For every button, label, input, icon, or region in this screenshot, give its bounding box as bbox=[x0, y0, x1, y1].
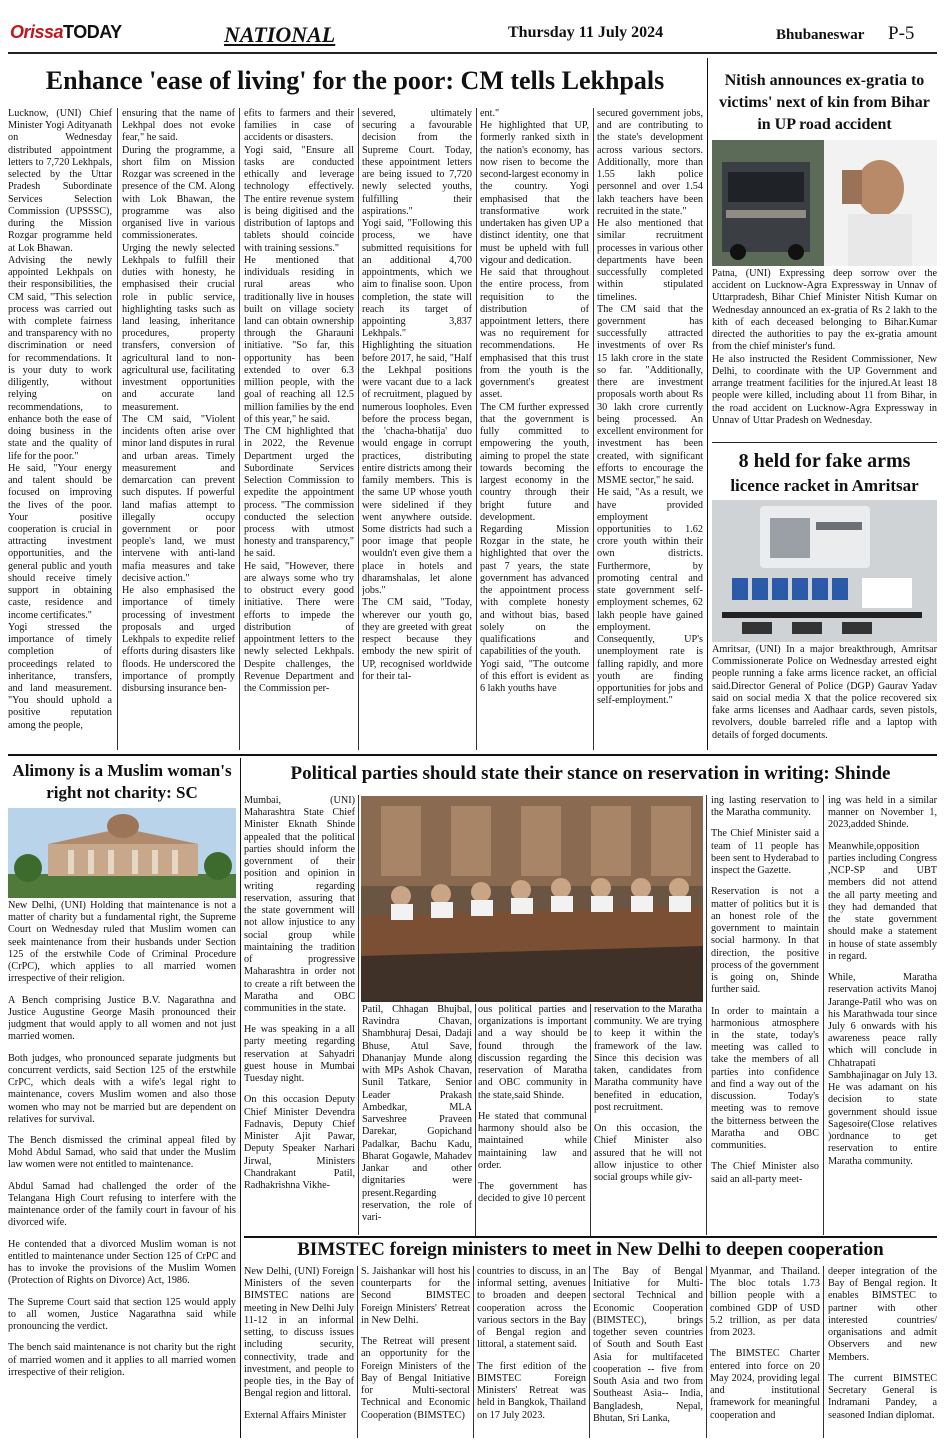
lead-column-6 bbox=[597, 108, 703, 750]
bimstec-headline: BIMSTEC foreign ministers to meet in New Delhi to deepen cooperation bbox=[297, 1239, 884, 1260]
nitish-headline: Nitish announces ex-gratia to victims' next of kin from Bihar in UP road accident bbox=[719, 72, 930, 133]
page-number: P-5 bbox=[888, 23, 915, 44]
paragraph: He mentioned that individuals residing in rural areas who traditionally live in houses built on village society land can obtain ownership through the Gharauni initiative. "So far, this opportunity has been extended to over 6.3 million people, with the goal of reaching all 12.5 million families by the end of this year," he said. bbox=[244, 254, 354, 425]
supreme-court-photo bbox=[8, 808, 236, 898]
paragraph: The bench said maintenance is not charity but the right of married women and it applies to all married women irrespective of their religion. bbox=[8, 1342, 236, 1378]
paragraph: He said, "As a result, we have provided employment opportunities to 1.62 crore youth within their own districts. Furthermore, by promoting central and state government self-employment schemes, 62 lakh people have gained employment. Consequently, UP's unemployment rate is falling rapidly, and more youth are finding opportunities for jobs and self-employment." bbox=[597, 487, 703, 707]
lead-column-2 bbox=[122, 108, 235, 750]
paragraph: ent." bbox=[480, 108, 500, 119]
paragraph: The BIMSTEC Charter entered into force on 20 May 2024, providing legal and institutional framework for meaningful cooperation and bbox=[710, 1348, 820, 1421]
paragraph: Yogi stressed the importance of timely completion of proceedings related to inheritance, transfers, and land measurement. "You should uphold a positive reputation among the people, bbox=[8, 621, 112, 731]
shinde-column-a bbox=[244, 795, 355, 1235]
lead-column-3 bbox=[244, 108, 354, 750]
paragraph: The current BIMSTEC Secretary General is Indramani Pandey, a seasoned Indian diplomat. bbox=[828, 1372, 937, 1421]
column-rule bbox=[706, 1266, 707, 1438]
paragraph: He also mentioned that similar recruitment processes in various other departments have been successfully completed within stipulated timelines. bbox=[597, 218, 703, 303]
lead-column-1 bbox=[8, 108, 112, 750]
bus-accident-icon bbox=[712, 140, 937, 266]
lead-column-4 bbox=[362, 108, 472, 750]
lead-column-5 bbox=[480, 108, 589, 750]
paragraph: The Bench dismissed the criminal appeal filed by Mohd Abdul Samad, who said that under the Muslim law women were not entitled to maintenance. bbox=[8, 1134, 236, 1171]
paragraph: The CM said that the government has successfully attracted investments of over Rs 15 lakh crore in the state so far. "Additionally, there are investment proposals worth about Rs 30 lakh crore currently being processed. An excellent environment for investment has been created, with significant efforts to encourage the MSME sector," he said. bbox=[597, 303, 703, 487]
paragraph: The first edition of the BIMSTEC Foreign Ministers' Retreat was held in Bangkok, Thailand on 17 July 2023. bbox=[477, 1360, 586, 1421]
shinde-column-f bbox=[828, 795, 937, 1235]
bimstec-column-3 bbox=[477, 1266, 586, 1438]
paragraph: In order to maintain a harmonious atmosphere in the state, today's meeting was called to take the members of all parties into confidence and find a way out of the discussion. Today's meeting was to remove the bitterness between the Maratha and OBC communities. bbox=[711, 1005, 819, 1152]
logo-today: TODAY bbox=[63, 22, 122, 42]
paragraph: The Bay of Bengal Initiative for Multi-sectoral Technical and Economic Cooperation (BIMSTEC), brings together seven countries of South and South East Asia for multifaceted cooperation -- five from South Asia and two from Southeast Asia-- India, Bangladesh, Nepal, Bhutan, Sri Lanka, bbox=[593, 1266, 703, 1424]
column-rule bbox=[357, 1266, 358, 1438]
paragraph: reservation to the Maratha community. We are trying to keep it within the framework of the law. Since this decision was taken, candidates from Maratha community have benefited in education, post recruitment. bbox=[594, 1004, 702, 1113]
bimstec-column-4 bbox=[593, 1266, 703, 1438]
paragraph: ing lasting reservation to the Maratha community. bbox=[711, 795, 819, 819]
paragraph: Patil, Chhagan Bhujbal, Ravindra Chavan, Shambhuraj Desai, Dadaji Bhuse, Atul Save, Dhananjay Munde along with MPs Ashok Chavan, Sunil Tatkare, Senior Leader Prakash Ambedkar, MLA Sarveshree Praveen Darekar, Gopichand Padalkar, Bachu Kadu, Bharat Gogawle, Mahadev Jankar and other dignitaries were present.Regarding reservation, the role of vari- bbox=[362, 1004, 472, 1223]
nitish-story-text bbox=[712, 268, 937, 440]
column-rule bbox=[473, 1266, 474, 1438]
paragraph: He said that throughout the entire process, from requisition to the distribution of appointment letters, there was no requirement for recommendations. He emphasised that this trust from the youth is the government's greatest asset. bbox=[480, 267, 589, 401]
paragraph: He highlighted that UP, formerly ranked sixth in the nation's economy, has now risen to become the second-largest economy in the country. Yogi emphasised that the transformative work undertaken has given UP a distinct identity, one that must be upheld with full vigour and dedication. bbox=[480, 120, 589, 266]
paragraph: He was speaking in a all party meeting regarding reservation at Sahyadri guest house in Mumbai Tuesday night. bbox=[244, 1024, 355, 1085]
supreme-court-building-icon bbox=[8, 808, 236, 898]
column-rule bbox=[117, 108, 118, 750]
section-rule bbox=[8, 754, 937, 756]
paragraph: deeper integration of the Bay of Bengal region. It enables BIMSTEC to partner with other interested countries/ organisations and admit Observers and new Members. bbox=[828, 1266, 937, 1363]
logo-orissa: Orissa bbox=[10, 22, 64, 42]
paragraph: Advising the newly appointed Lekhpals on their responsibilities, the CM said, "This selection process was carried out with complete fairness and transparency with no discrimination or need for recommendations. It is your duty to work diligently, without relying on recommendations, to enhance both the ease of doing business in the state and the quality of life for the poor." bbox=[8, 254, 112, 462]
column-rule bbox=[823, 795, 824, 1235]
sidebar-rule bbox=[707, 58, 708, 750]
accident-photo bbox=[712, 140, 937, 266]
column-rule bbox=[590, 1004, 591, 1236]
paragraph: The CM said, "Violent incidents often arise over minor land disputes in rural and urban areas. Timely measurement and demarcation can prevent such disputes. If powerful land mafias attempt to illegally occupy government or poor people's land, we must intervene with anti-land mafia measures and take decisive action." bbox=[122, 413, 235, 584]
bimstec-column-2 bbox=[361, 1266, 470, 1438]
column-rule bbox=[823, 1266, 824, 1438]
paragraph: The CM further expressed that the government is fully committed to empowering the youth, aiming to propel the state towards becoming the largest economy in the country through their bright future and development. bbox=[480, 401, 589, 523]
paragraph: The CM said, "Today, wherever our youth go, they are greeted with great respect because they embody the new spirit of UP, recognised worldwide for their tal- bbox=[362, 597, 472, 682]
arms-headline-line2: licence racket in Amritsar bbox=[730, 476, 919, 495]
paragraph: On this occasion, the Chief Minister also assured that he will not allow injustice to other social groups while giv- bbox=[594, 1123, 702, 1184]
paragraph: Both judges, who pronounced separate judgments but concurrent verdicts, said Section 125 of the erstwhile CrPC, which deals with a wife's legal right to maintenance, covers Muslim women and also those women who may not be married but are dependent on relatives for survival. bbox=[8, 1052, 236, 1125]
edition-city: Bhubaneswar bbox=[776, 27, 865, 43]
column-rule bbox=[358, 795, 359, 1235]
paragraph: New Delhi, (UNI) Holding that maintenance is not a matter of charity but a fundamental right, the Supreme Court on Wednesday ruled that Muslim women can seek maintenance from their husbands under Section 125 of the erstwhile Code of Criminal Procedure (CrPC), which applies to all married women irrespective of their religion. bbox=[8, 900, 236, 985]
paragraph: The Supreme Court said that section 125 would apply to all women, Justice Nagarathna said while pronouncing the verdict. bbox=[8, 1296, 236, 1333]
paragraph: Myanmar, and Thailand. The bloc totals 1.73 billion people with a combined GDP of USD 5.2 trillion, as per data from 2023. bbox=[710, 1266, 820, 1339]
alimony-headline: Alimony is a Muslim woman's right not charity: SC bbox=[12, 761, 232, 802]
column-rule bbox=[239, 108, 240, 750]
paragraph: severed, ultimately securing a favourable decision from the Supreme Court. Today, these appointment letters are being issued to 7,720 newly selected youths, fulfilling their aspirations." bbox=[362, 108, 472, 217]
paragraph: While, Maratha reservation activits Manoj Jarange-Patil who was on his Marathwada tour since July 6 onwards with his awareness peace rally which will conclude in Chhatrapati Sambhajinagar on July 13. He was adamant on his decision to state government should issue Sagesoire(Close relatives )ordnance to get reservation to entire Maratha community. bbox=[828, 972, 937, 1167]
paragraph: Reservation is not a matter of politics but it is an honest role of the government to maintain social harmony. In that direction, the positive process of the government is going on, Shinde further said. bbox=[711, 886, 819, 996]
column-rule bbox=[475, 1004, 476, 1236]
paragraph: He also emphasised the importance of timely processing of investment proposals and urged Lekhpals to expedite relief efforts during disasters like floods. He underscored the importance of promptly disbursing insurance ben- bbox=[122, 585, 235, 695]
paragraph: S. Jaishankar will host his counterparts for the Second BIMSTEC Foreign Ministers' Retreat in New Delhi. bbox=[361, 1266, 470, 1326]
paragraph: Regarding Mission Rozgar in the state, he highlighted that over the past 7 years, the state government has advanced the appointment process with complete honesty and without bias, based solely on the qualifications and capabilities of the youth. bbox=[480, 523, 589, 658]
paragraph: ing was held in a similar manner on November 1, 2023,added Shinde. bbox=[828, 795, 937, 831]
column-rule bbox=[593, 108, 594, 750]
paragraph: On this occasion Deputy Chief Minister Devendra Fadnavis, Deputy Chief Minister Ajit Pawar, Deputy Speaker Narhari Jirwal, Ministers Chandrakant Patil, Radhakrishna Vikhe- bbox=[244, 1094, 355, 1192]
meeting-photo bbox=[361, 796, 703, 1002]
issue-date: Thursday 11 July 2024 bbox=[508, 24, 664, 41]
paragraph: countries to discuss, in an informal setting, avenues to broaden and deepen cooperation across the various sectors in the Bay of Bengal region and littoral, a statement said. bbox=[477, 1266, 586, 1351]
paragraph: He said, "Your energy and talent should be focused on improving the lives of the poor. Your positive cooperation is crucial in attracting investment opportunities, and the general public and youth should receive timely support in obtaining caste, residence and income certificates." bbox=[8, 462, 112, 621]
paragraph: During the programme, a short film on Mission Rozgar was screened in the presence of the CM. Along with Lok Bhawan, the programme was also organised live in various commissionerates. bbox=[122, 144, 235, 242]
paragraph: The Chief Minister also said an all-party meet- bbox=[711, 1161, 819, 1185]
section-title: NATIONAL bbox=[224, 22, 336, 47]
paragraph: secured government jobs, and are contributing to the state's development across various sectors. Additionally, more than 1.55 lakh police personnel and over 1.54 lakh teachers have been recruited in the state." bbox=[597, 108, 703, 217]
seized-weapons-icon bbox=[712, 500, 937, 642]
paragraph: Mumbai, (UNI) Maharashtra State Chief Minister Eknath Shinde appealed that the political parties should inform the government of their position and opinion in writing regarding reservation, assuring that the state government will not allow injustice to any social group while maintaining the tradition of progressive Maharashtra in order not to create a rift between the Maratha and OBC communities in the state. bbox=[244, 795, 355, 1014]
paragraph: He stated that communal harmony should also be maintained while maintaining law and order. bbox=[478, 1110, 587, 1171]
paragraph: He also instructed the Resident Commissioner, New Delhi, to coordinate with the UP Government and arrange treatment facilities for the injured.At least 18 people were killed, including about 11 from Bihar, in the road accident on Lucknow-Agra Expressway in Unnav of Uttar Pradesh on Wednesday. bbox=[712, 353, 937, 426]
arms-story-text: Amritsar, (UNI) In a major breakthrough, Amritsar Commissionerate Police on Wednesday arrested eight people running a fake arms licence racket, an official said.Director General of Police (DGP) Gaurav Yadav said on social media X that the police recovered six fake arms licenses and Aadhaar cards, seven pistols, revolvers, double barreled rifle and a laptop with details of forged documents. bbox=[712, 644, 937, 741]
bimstec-column-5 bbox=[710, 1266, 820, 1438]
paragraph: efits to farmers and their families in case of accidents or disasters. bbox=[244, 108, 354, 144]
paragraph: ous political parties and organizations is important and a way should be found through the discussion regarding the reservation of Maratha and OBC community in the state,said Shinde. bbox=[478, 1004, 587, 1101]
lead-headline: Enhance 'ease of living' for the poor: CM tells Lekhpals bbox=[45, 66, 665, 95]
bimstec-column-6 bbox=[828, 1266, 937, 1438]
paragraph: New Delhi, (UNI) Foreign Ministers of the seven BIMSTEC nations are meeting in New Delhi July 11-12 in an informal setting, to discuss issues including security, connectivity, trade and investment, and people to people ties, in the Bay of Bengal region and littoral. bbox=[244, 1266, 354, 1400]
column-rule bbox=[706, 795, 707, 1235]
column-rule bbox=[589, 1266, 590, 1438]
shinde-column-c bbox=[478, 1004, 587, 1236]
shinde-column-d bbox=[594, 1004, 702, 1236]
alimony-rule bbox=[240, 758, 241, 1438]
paragraph: Lucknow, (UNI) Chief Minister Yogi Adityanath on Wednesday distributed appointment letters to 7,720 Lekhpals, selected by the Uttar Pradesh Subordinate Services Selection Commission (UPSSSC), during the Mission Rozgar programme held at Lok Bhawan. bbox=[8, 108, 112, 254]
story-rule bbox=[712, 442, 937, 443]
masthead-rule bbox=[8, 52, 937, 54]
paragraph: External Affairs Minister bbox=[244, 1409, 347, 1421]
paragraph: Patna, (UNI) Expressing deep sorrow over the accident on Lucknow-Agra Expressway in Unnav of Uttarpradesh, Bihar Chief Minister Nitish Kumar on Wednesday announced an ex-gratia of Rs 2 lakh to the kith of each deceased belonging to Bihar.Kumar directed the authorities to pay the ex-gratia amount from the chief minister's fund. bbox=[712, 268, 937, 353]
paragraph: The CM highlighted that in 2022, the Revenue Department urged the Subordinate Services Selection Commission to expedite the appointment process. "The commission conducted the selection process with utmost honesty and transparency," he said. bbox=[244, 426, 354, 560]
paragraph: Urging the newly selected Lekhpals to fulfill their duties with honesty, he emphasised their crucial role in public service, highlighting tasks such as land leasing, inheritance procedures, property transfers, conversion of agricultural land to non-agricultural use, facilitating investment opportunities and accurate land measurement. bbox=[122, 242, 235, 413]
paragraph: Yogi said, "Ensure all tasks are conducted ethically and leverage technology effectively. The entire revenue system is being digitised and the distribution of laptops and tablets should coincide with training sessions." bbox=[244, 144, 354, 254]
all-party-meeting-icon bbox=[361, 796, 703, 1002]
arms-headline-line1: 8 held for fake arms bbox=[738, 450, 911, 472]
paragraph: Highlighting the situation before 2017, he said, "Half the Lekhpal positions were vacant due to a lack of recruitment, plagued by numerous loopholes. Even before the process began, the 'chacha-bhatija' duo would engage in corrupt practices, distributing entire districts among their family members. This is the same UP whose youth were sidelined if they went anywhere outside. Some districts had such a poor image that people wouldn't even give them a place in hotels and dharamshalas, let alone jobs." bbox=[362, 340, 472, 597]
paragraph: The Chief Minister said a team of 11 people has been sent to Hyderabad to inspect the Gazette. bbox=[711, 828, 819, 877]
paragraph: Abdul Samad had challenged the order of the Telangana High Court refusing to interfere with the maintenance order of the family court in favour of his divorced wife. bbox=[8, 1180, 236, 1229]
paragraph: The Retreat will present an opportunity for the Foreign Ministers of the Bay of Bengal Initiative for Multi-sectoral Technical and Economic Cooperation (BIMSTEC) bbox=[361, 1336, 470, 1421]
paragraph: ensuring that the name of Lekhpal does not evoke fear," he said. bbox=[122, 108, 235, 144]
paragraph: He said, "However, there are always some who try to obstruct every good initiative. There were efforts to impede the distribution of appointment letters to the newly selected Lekhpals. Despite challenges, the Revenue Department and the Commission per- bbox=[244, 560, 354, 695]
shinde-column-b bbox=[362, 1004, 472, 1236]
column-rule bbox=[476, 108, 477, 750]
bimstec-column-1 bbox=[244, 1266, 354, 1438]
paragraph: A Bench comprising Justice B.V. Nagarathna and Justice Augustine George Masih pronounced their judgment that would apply to all women and not just married women. bbox=[8, 994, 236, 1043]
shinde-column-e bbox=[711, 795, 819, 1235]
paragraph: Meanwhile,opposition parties including Congress ,NCP-SP and UBT members did not attend the all party meeting and they had demanded that the state government should make a statement in house of state assembly in regard. bbox=[828, 840, 937, 962]
alimony-story-text bbox=[8, 900, 236, 1438]
paragraph: Yogi said, "The outcome of this effort is evident as 6 lakh youths have bbox=[480, 658, 589, 695]
column-rule bbox=[358, 108, 359, 750]
seized-items-photo bbox=[712, 500, 937, 642]
paragraph: He contended that a divorced Muslim woman is not entitled to maintenance under Section 125 of CrPC and has to invoke the provisions of the Muslim Women (Protection of Rights on Divorce) Act, 1986. bbox=[8, 1238, 236, 1287]
paragraph: Yogi said, "Following this process, we have submitted requisitions for an additional 4,700 appointments, which we aim to finalise soon. Upon completion, the state will reach its target of appointing 3,837 Lekhpals." bbox=[362, 218, 472, 340]
newspaper-logo bbox=[10, 22, 122, 43]
shinde-headline: Political parties should state their stance on reservation in writing: Shinde bbox=[290, 763, 891, 784]
paragraph: The government has decided to give 10 percent bbox=[478, 1181, 587, 1205]
